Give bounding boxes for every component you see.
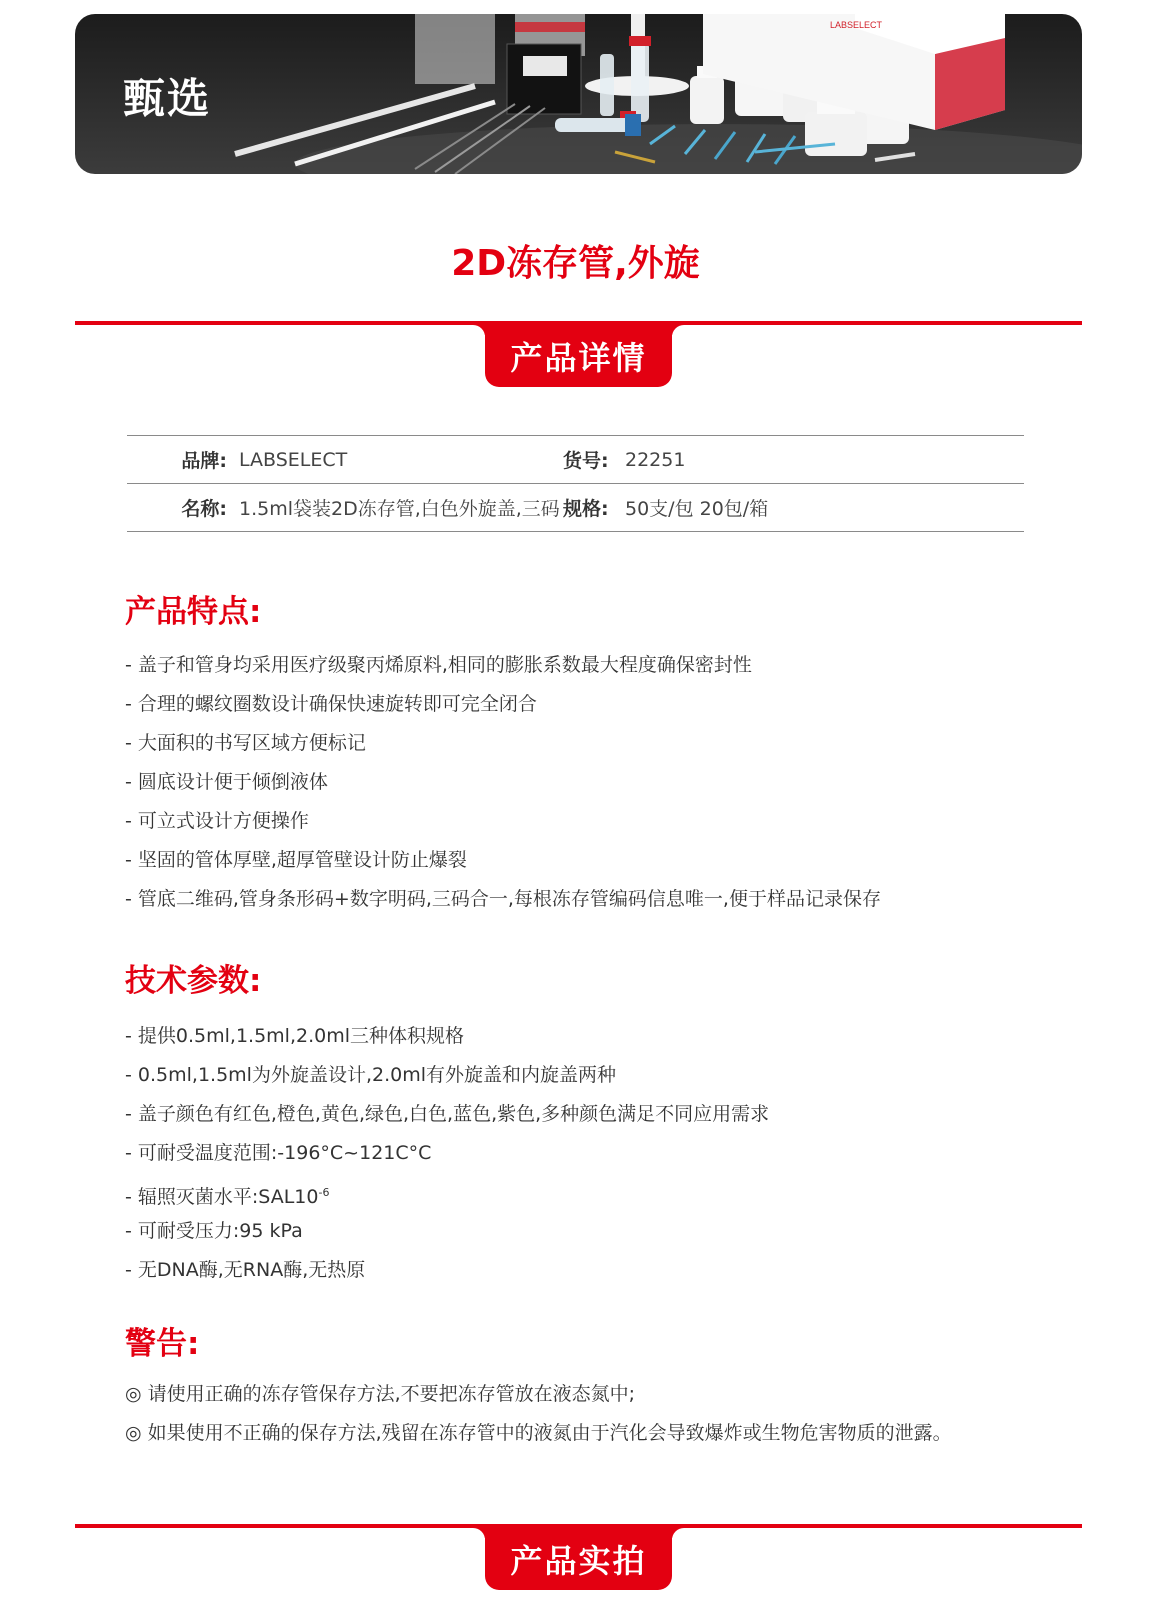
brand-logo: 甄选	[123, 74, 212, 123]
spec-label: 品牌:	[181, 450, 227, 472]
features-heading: 产品特点:	[125, 594, 262, 630]
spec-value: 50支/包 20包/箱	[625, 498, 769, 520]
spec-cell-brand	[127, 446, 563, 473]
list-item: - 0.5ml,1.5ml为外旋盖设计,2.0ml有外旋盖和内旋盖两种	[125, 1064, 616, 1086]
list-item: - 提供0.5ml,1.5ml,2.0ml三种体积规格	[125, 1025, 464, 1047]
list-item: - 管底二维码,管身条形码+数字明码,三码合一,每根冻存管编码信息唯一,便于样品记录保存	[125, 888, 881, 910]
list-item: - 可耐受温度范围:-196°C~121C°C	[125, 1142, 432, 1164]
product-photo-collage	[75, 14, 1082, 174]
list-item: - 无DNA酶,无RNA酶,无热原	[125, 1259, 366, 1281]
list-item: - 可立式设计方便操作	[125, 810, 309, 832]
section-tab-label: 产品详情	[510, 339, 647, 377]
sterility-exponent: -6	[318, 1186, 330, 1199]
list-item: - 盖子和管身均采用医疗级聚丙烯原料,相同的膨胀系数最大程度确保密封性	[125, 654, 752, 676]
tech-specs-heading: 技术参数:	[125, 963, 262, 999]
section-tab-label: 产品实拍	[510, 1542, 647, 1580]
spec-label: 货号:	[563, 450, 609, 472]
tab-wing-left	[471, 321, 485, 335]
section-header-details	[75, 321, 1082, 391]
section-header-photos	[75, 1524, 1082, 1594]
tab-wing-left	[471, 1524, 485, 1538]
spec-label: 名称:	[181, 498, 227, 520]
table-row	[127, 484, 1024, 532]
spec-value: LABSELECT	[239, 448, 348, 471]
list-item: ◎ 如果使用不正确的保存方法,残留在冻存管中的液氮由于汽化会导致爆炸或生物危害物质的泄露。	[125, 1422, 952, 1444]
list-item: - 盖子颜色有红色,橙色,黄色,绿色,白色,蓝色,紫色,多种颜色满足不同应用需求	[125, 1103, 770, 1125]
list-item: - 大面积的书写区域方便标记	[125, 732, 366, 754]
spec-cell-item-number	[563, 446, 685, 473]
spec-value: 1.5ml袋装2D冻存管,白色外旋盖,三码	[239, 498, 560, 520]
list-item	[125, 1173, 769, 1212]
tab-wing-right	[672, 1524, 686, 1538]
section-tab	[485, 1524, 672, 1590]
spec-table	[127, 435, 1024, 532]
list-item: - 合理的螺纹圈数设计确保快速旋转即可完全闭合	[125, 693, 537, 715]
section-tab	[485, 321, 672, 387]
spec-cell-packaging	[563, 494, 768, 521]
warning-heading: 警告:	[125, 1326, 200, 1362]
spec-label: 规格:	[563, 498, 609, 520]
warning-list	[125, 1375, 952, 1453]
list-item: - 坚固的管体厚壁,超厚管壁设计防止爆裂	[125, 849, 467, 871]
list-item: - 圆底设计便于倾倒液体	[125, 771, 328, 793]
hero-banner	[75, 14, 1082, 174]
sterility-text: - 辐照灭菌水平:SAL10	[125, 1186, 319, 1208]
list-item: - 可耐受压力:95 kPa	[125, 1220, 303, 1242]
box-brand-text: LABSELECT	[830, 20, 883, 30]
list-item: ◎ 请使用正确的冻存管保存方法,不要把冻存管放在液态氮中;	[125, 1383, 636, 1405]
tab-wing-right	[672, 321, 686, 335]
spec-cell-name	[127, 494, 563, 521]
features-list	[125, 646, 881, 919]
tech-specs-list	[125, 1017, 769, 1290]
page-title: 2D冻存管,外旋	[451, 243, 700, 284]
spec-value: 22251	[625, 448, 686, 471]
table-row	[127, 436, 1024, 484]
